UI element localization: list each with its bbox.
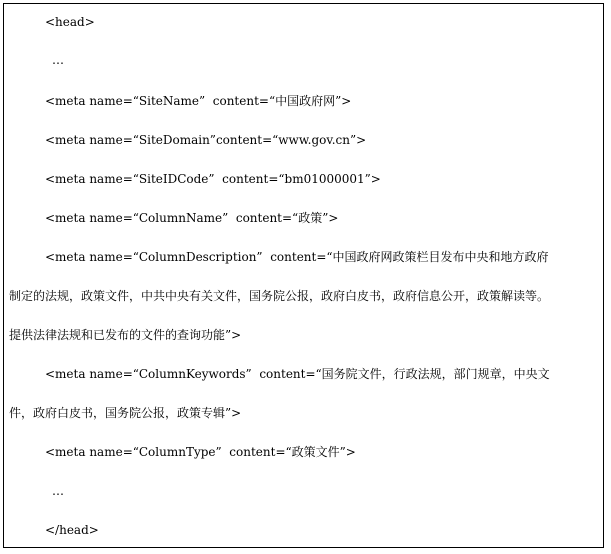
code-line-columnkeywords: <meta name=“ColumnKeywords” content=“国务院文件，行政法规，部门规章，中央文 (45, 367, 550, 381)
code-line-head-close: </head> (45, 523, 99, 537)
code-line-siteidcode: <meta name=“SiteIDCode” content=“bm01000001”> (45, 172, 381, 186)
code-line-sitedomain: <meta name=“SiteDomain”content=“www.gov.cn”> (45, 133, 367, 147)
code-line-ellipsis: … (52, 53, 64, 67)
code-listing-box (3, 3, 604, 548)
code-line-columndescription-cont2: 提供法律法规和已发布的文件的查询功能”> (9, 328, 242, 342)
code-line-ellipsis-2: … (52, 484, 64, 498)
code-line-columndescription: <meta name=“ColumnDescription” content=“中国政府网政策栏目发布中央和地方政府 (45, 250, 549, 264)
code-line-columnname: <meta name=“ColumnName” content=“政策”> (45, 211, 339, 225)
code-line-sitename: <meta name=“SiteName” content=“中国政府网”> (45, 94, 352, 108)
code-line-head-open: <head> (45, 15, 95, 29)
code-line-columndescription-cont1: 制定的法规，政策文件，中共中央有关文件，国务院公报，政府白皮书，政府信息公开，政策解读等。 (9, 289, 550, 303)
code-line-columnkeywords-cont: 件，政府白皮书，国务院公报，政策专辑”> (9, 406, 242, 420)
code-line-columntype: <meta name=“ColumnType” content=“政策文件”> (45, 445, 356, 459)
